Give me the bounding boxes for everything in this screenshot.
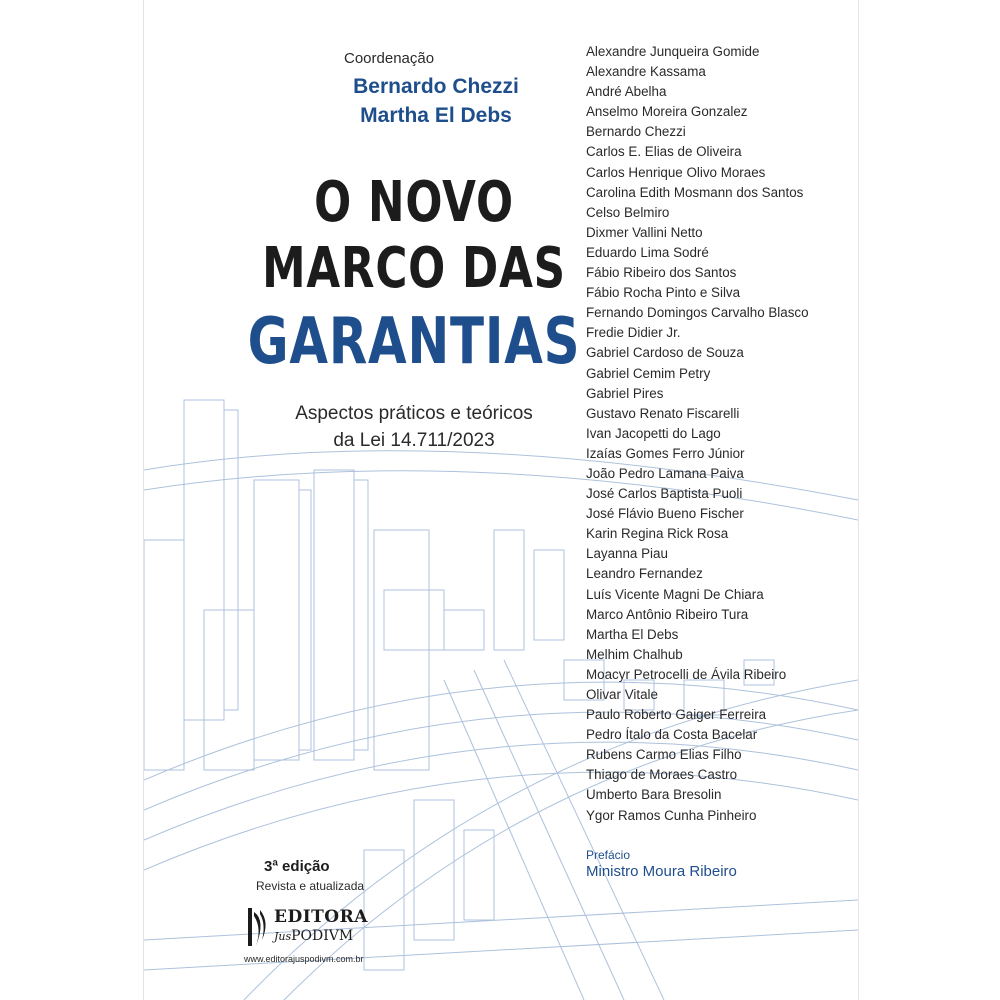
author-name: Alexandre Junqueira Gomide: [586, 44, 760, 59]
publisher-imprint-prefix: Jus: [274, 930, 292, 943]
author-name: Alexandre Kassama: [586, 64, 706, 80]
author-name: Thiago de Moraes Castro: [586, 767, 738, 783]
publisher-website: www.editorajuspodivm.com.br: [244, 954, 364, 964]
author-name: Melhim Chalhub: [586, 646, 683, 662]
book-title-line: O NOVO: [314, 170, 514, 235]
author-name: Leandro Fernandez: [586, 566, 703, 582]
coordination-label: Coordenação: [344, 50, 435, 67]
book-cover: [143, 0, 859, 1000]
author-name: Umberto Bara Bresolin: [586, 787, 722, 803]
book-title-line: MARCO DAS: [262, 236, 566, 301]
author-name: Izaías Gomes Ferro Júnior: [586, 445, 745, 461]
author-name: Olivar Vitale: [586, 687, 658, 702]
author-name: Fábio Rocha Pinto e Silva: [586, 285, 741, 301]
author-name: Rubens Carmo Elias Filho: [586, 747, 742, 763]
author-name: Gabriel Cardoso de Souza: [586, 345, 744, 361]
publisher-name: EDITORA: [274, 907, 368, 927]
author-name: Fredie Didier Jr.: [586, 325, 681, 341]
publisher-imprint: [274, 928, 353, 944]
publisher-logo-icon: [244, 906, 270, 950]
author-name: Martha El Debs: [586, 626, 679, 642]
author-name: Anselmo Moreira Gonzalez: [586, 104, 748, 120]
book-subtitle-line: da Lei 14.711/2023: [333, 430, 495, 451]
author-name: Moacyr Petrocelli de Ávila Ribeiro: [586, 666, 787, 682]
author-name: Fábio Ribeiro dos Santos: [586, 265, 737, 281]
preface-label: Prefácio: [586, 848, 631, 862]
authors-list: [586, 42, 809, 826]
book-subtitle-line: Aspectos práticos e teóricos: [295, 403, 533, 424]
author-name: José Carlos Baptista Puoli: [586, 486, 743, 502]
author-name: Carolina Edith Mosmann dos Santos: [586, 184, 804, 200]
editor-name: Martha El Debs: [360, 104, 512, 127]
author-name: Pedro Ítalo da Costa Bacelar: [586, 727, 758, 743]
author-name: José Flávio Bueno Fischer: [586, 506, 744, 522]
author-name: Dixmer Vallini Netto: [586, 224, 703, 240]
author-name: Eduardo Lima Sodré: [586, 244, 709, 260]
author-name: Ivan Jacopetti do Lago: [586, 425, 721, 441]
author-name: Carlos E. Elias de Oliveira: [586, 144, 742, 160]
author-name: Celso Belmiro: [586, 204, 670, 220]
author-name: Luís Vicente Magni De Chiara: [586, 586, 764, 602]
author-name: Ygor Ramos Cunha Pinheiro: [586, 807, 757, 823]
author-name: Marco Antônio Ribeiro Tura: [586, 606, 749, 622]
editor-name: Bernardo Chezzi: [353, 75, 519, 98]
author-name: Fernando Domingos Carvalho Blasco: [586, 305, 809, 321]
author-name: Gustavo Renato Fiscarelli: [586, 405, 740, 421]
author-name: Gabriel Cemim Petry: [586, 365, 711, 381]
edition-number: 3ª edição: [264, 858, 330, 875]
preface-author: Ministro Moura Ribeiro: [586, 863, 737, 880]
book-title-highlight: GARANTIAS: [247, 305, 581, 379]
author-name: Karin Regina Rick Rosa: [586, 526, 729, 542]
author-name: André Abelha: [586, 84, 667, 100]
author-name: Carlos Henrique Olivo Moraes: [586, 164, 766, 180]
author-name: Gabriel Pires: [586, 385, 664, 401]
author-name: Paulo Roberto Gaiger Ferreira: [586, 707, 767, 723]
author-name: João Pedro Lamana Paiva: [586, 465, 744, 481]
edition-note: Revista e atualizada: [256, 879, 365, 893]
author-name: Bernardo Chezzi: [586, 124, 686, 140]
publisher-imprint-name: PODIVM: [291, 928, 354, 944]
author-name: Layanna Piau: [586, 546, 668, 562]
